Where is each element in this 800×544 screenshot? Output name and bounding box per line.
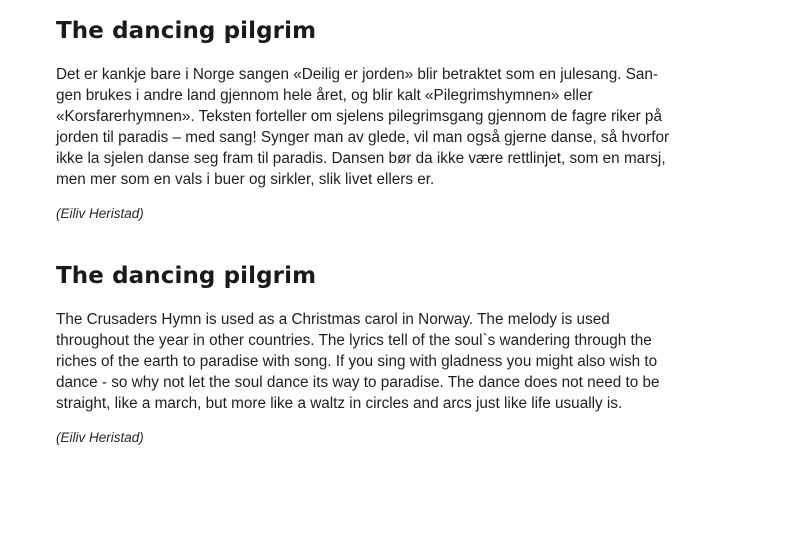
paragraph-line: jorden til paradis – med sang! Synger man av glede, vil man også gjerne danse, så hvorfor <box>56 129 670 146</box>
english-paragraph <box>56 309 676 414</box>
paragraph-line: The Crusaders Hymn is used as a Christmas carol in Norway. The melody is used <box>56 311 610 328</box>
author-credit: (Eiliv Heristad) <box>56 430 144 445</box>
author-credit: (Eiliv Heristad) <box>56 206 144 221</box>
english-section <box>56 259 676 448</box>
paragraph-line: ikke la sjelen danse seg fram til paradis. Dansen bør da ikke være rettlinjet, som en marsj, <box>56 150 666 167</box>
paragraph-line: Det er kankje bare i Norge sangen «Deilig er jorden» blir betraktet som en julesang. San- <box>56 66 659 83</box>
paragraph-line: riches of the earth to paradise with song. If you sing with gladness you might also wish to <box>56 353 658 370</box>
paragraph-line: straight, like a march, but more like a waltz in circles and arcs just like life usually is. <box>56 395 623 412</box>
paragraph-line: gen brukes i andre land gjennom hele året, og blir kalt «Pilegrimshymnen» eller <box>56 87 593 104</box>
norwegian-paragraph <box>56 64 676 190</box>
norwegian-section <box>56 14 676 224</box>
paragraph-line: «Korsfarerhymnen». Teksten forteller om sjelens pilegrimsgang gjennom de fagre riker på <box>56 108 662 125</box>
paragraph-line: dance - so why not let the soul dance its way to paradise. The dance does not need to be <box>56 374 660 391</box>
paragraph-line: men mer som en vals i buer og sirkler, slik livet ellers er. <box>56 171 435 188</box>
section-heading: The dancing pilgrim <box>56 263 317 289</box>
section-heading: The dancing pilgrim <box>56 18 317 44</box>
paragraph-line: throughout the year in other countries. The lyrics tell of the soul`s wandering through the <box>56 332 652 349</box>
